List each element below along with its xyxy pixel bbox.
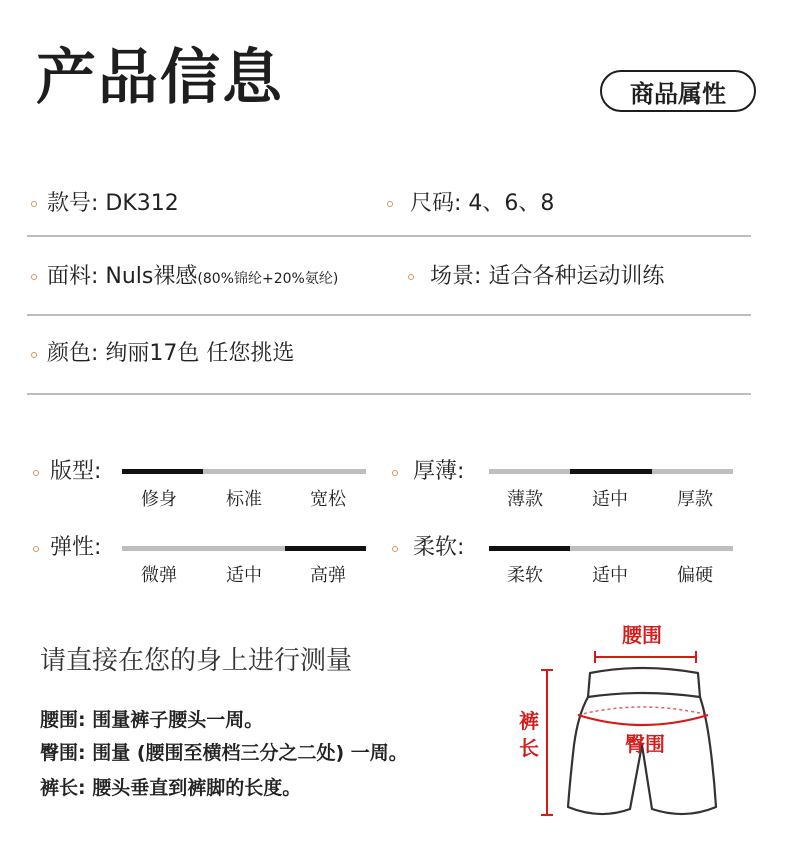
rating-tick-label: 高弹 [310,565,346,586]
length-label-bottom: 长 [519,736,539,760]
rating-bar [489,546,733,551]
rating-label: 柔软: [413,535,465,560]
page-title: 产品信息 [36,43,284,113]
rating-tick-label: 适中 [592,565,628,586]
measure-waist: 腰围: 围量裤子腰头一周。 [40,709,264,731]
product-attributes-badge: 商品属性 [600,70,756,112]
rating-tick-label: 柔软 [507,565,543,586]
rating-label: 厚薄: [413,459,465,484]
rating-tick-label: 适中 [226,565,262,586]
bullet-icon [33,470,39,476]
divider [27,393,751,395]
measure-length: 裤长: 腰头垂直到裤脚的长度。 [40,777,302,799]
rating-tick-label: 偏硬 [677,565,713,586]
measure-hip: 臀围: 围量 (腰围至横档三分之二处) 一周。 [40,742,408,764]
color-info: 颜色: 绚丽17色 任您挑选 [47,341,295,366]
fabric-label: 面料: Nuls裸感 [47,264,198,289]
hip-measure-arc [578,715,708,725]
rating-tick-label: 厚款 [677,489,713,510]
divider [27,314,751,316]
hip-label: 臀围 [625,732,665,756]
rating-bar [122,546,366,551]
bullet-icon [33,546,39,552]
rating-tick-label: 标准 [226,489,262,510]
bullet-icon [387,201,393,207]
rating-tick-label: 薄款 [507,489,543,510]
length-measure-arrow [541,670,553,815]
rating-tick-label: 适中 [592,489,628,510]
bullet-icon [31,274,37,280]
measure-title: 请直接在您的身上进行测量 [40,646,353,676]
rating-bar [489,469,733,474]
rating-label: 版型: [50,459,102,484]
fabric-composition: (80%锦纶+20%氨纶) [197,271,339,287]
bullet-icon [392,546,398,552]
rating-tick-label: 宽松 [310,489,346,510]
length-label-top: 裤 [519,709,539,733]
rating-level-indicator [122,469,203,474]
bullet-icon [31,201,37,207]
rating-level-indicator [285,546,366,551]
fabric-info [47,266,338,288]
rating-bar [122,469,366,474]
waist-measure-arrow [595,651,696,663]
bullet-icon [392,470,398,476]
bullet-icon [31,352,37,358]
style-number: 款号: DK312 [47,191,179,216]
bullet-icon [408,274,414,280]
scene-info: 场景: 适合各种运动训练 [430,264,665,289]
rating-label: 弹性: [50,535,102,560]
rating-level-indicator [489,546,570,551]
waist-label: 腰围 [622,623,662,647]
divider [27,235,751,237]
rating-tick-label: 修身 [141,489,177,510]
rating-level-indicator [570,469,651,474]
rating-tick-label: 微弹 [141,565,177,586]
size-info: 尺码: 4、6、8 [410,191,555,216]
